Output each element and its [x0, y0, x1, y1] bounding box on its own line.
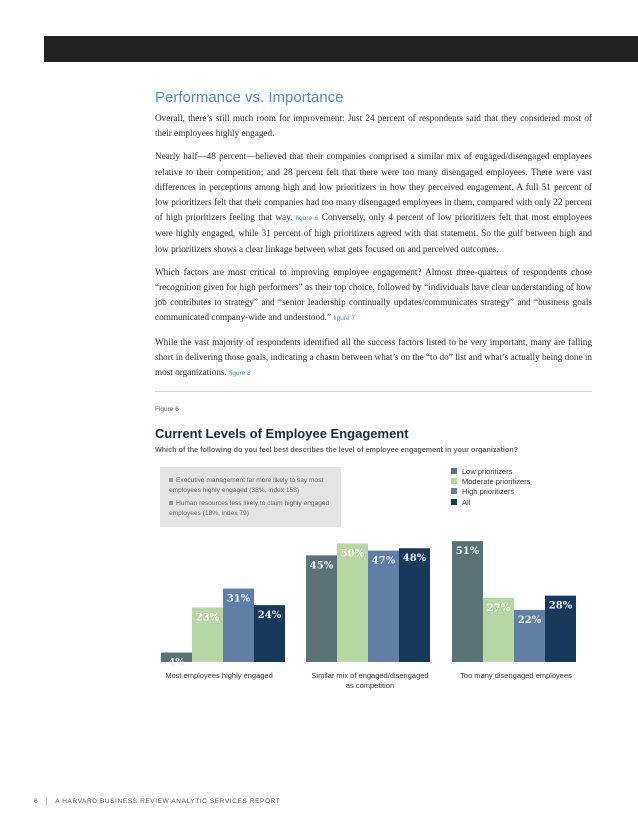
- figure-6-reference[interactable]: figure 6: [295, 215, 319, 223]
- bar-value-label: 47%: [371, 555, 396, 567]
- figure-7-reference[interactable]: figure 7: [333, 315, 356, 323]
- paragraph-2-continued: Conversely, only 4 percent of low prioritizers felt that most employees were highly engaged, while 31 percent of high prioritizers agreed with that statement. So the gulf between high and low prioritizers shows a clear linkage between what gets focused on and perceived outcomes.: [155, 212, 593, 254]
- page-number: 6: [34, 798, 39, 806]
- category-label-highly-engaged: Most employees highly engaged: [165, 671, 273, 680]
- paragraph-1: Overall, there’s still much room for improvement: Just 24 percent of respondents said that they considered most of their employees highly engaged.: [155, 113, 592, 139]
- chart-subtitle: Which of the following do you feel best describes the level of employee engagement in your organization?: [155, 445, 519, 454]
- paragraph-4-text: While the vast majority of respondents identified all the success factors listed to be very important, many are falling short in delivering those goals, indicating a chasm between what’s on the “to do” list and what’s actually being done in most organizations.: [155, 336, 592, 378]
- bar-value-label: 48%: [402, 553, 427, 565]
- footer-text: A HARVARD BUSINESS REVIEW ANALYTIC SERVICES REPORT: [55, 798, 281, 806]
- bar-similar-mix-moderate: [337, 544, 368, 663]
- bar-value-label: 27%: [486, 603, 511, 615]
- bar-value-label: 28%: [548, 600, 573, 612]
- section-title: Performance vs. Importance: [155, 89, 344, 106]
- legend-label-low: Low prioritizers: [462, 467, 513, 476]
- callout-text-executive: Executive management far more likely to say most employees highly engaged (38%, index 158): [169, 477, 324, 494]
- category-label-too-many-disengaged: Too many disengaged employees: [460, 671, 572, 680]
- bar-similar-mix-all: [399, 548, 430, 662]
- bar-value-label: 4%: [168, 657, 185, 669]
- page-footer: [34, 797, 280, 806]
- callout-text-hr: Human resources less likely to claim highly engaged employees (18%, index 79): [169, 500, 330, 517]
- bar-value-label: 23%: [195, 612, 220, 624]
- category-label-similar-mix: as competition: [345, 681, 395, 690]
- category-label-similar-mix: Similar mix of engaged/disengaged: [311, 671, 429, 680]
- paragraph-2-text: Nearly half—48 percent—believed that their companies comprised a similar mix of engaged/disengaged employees relative to their competition; and 28 percent felt that there were too many disengaged employees. There were vast differences in perceptions among high and low prioritizers in how they perceived engagement. A full 51 percent of low prioritizers felt that their companies had too many disengaged employees in them, compared with only 22 percent of high prioritizers feeling that way.: [155, 151, 592, 223]
- paragraph-3-text: Which factors are most critical to improving employee engagement? Almost three-quarters of respondents chose “recognition given for high performers” as their top choice, followed by “individuals have clear understanding of how job contributes to strategy” and “senior leadership continually updates/communicates strategy” and “business goals communicated company-wide and understood.”: [155, 266, 592, 323]
- bar-value-label: 22%: [517, 614, 542, 626]
- bar-too-many-disengaged-low: [452, 541, 483, 662]
- legend-label-all: All: [462, 497, 471, 507]
- bar-value-label: 51%: [455, 546, 480, 558]
- bar-value-label: 31%: [226, 593, 251, 605]
- figure-8-reference[interactable]: figure 8: [229, 370, 251, 378]
- figure-label: Figure 6: [155, 406, 179, 413]
- bar-value-label: 50%: [340, 548, 365, 560]
- bar-similar-mix-high: [368, 551, 399, 662]
- chart-title: Current Levels of Employee Engagement: [155, 426, 409, 441]
- bar-value-label: 24%: [257, 610, 282, 622]
- footer-separator: [46, 797, 47, 806]
- legend-label-high: High prioritizers: [462, 487, 515, 497]
- legend-label-moderate: Moderate prioritizers: [462, 477, 531, 487]
- bar-value-label: 45%: [309, 560, 334, 572]
